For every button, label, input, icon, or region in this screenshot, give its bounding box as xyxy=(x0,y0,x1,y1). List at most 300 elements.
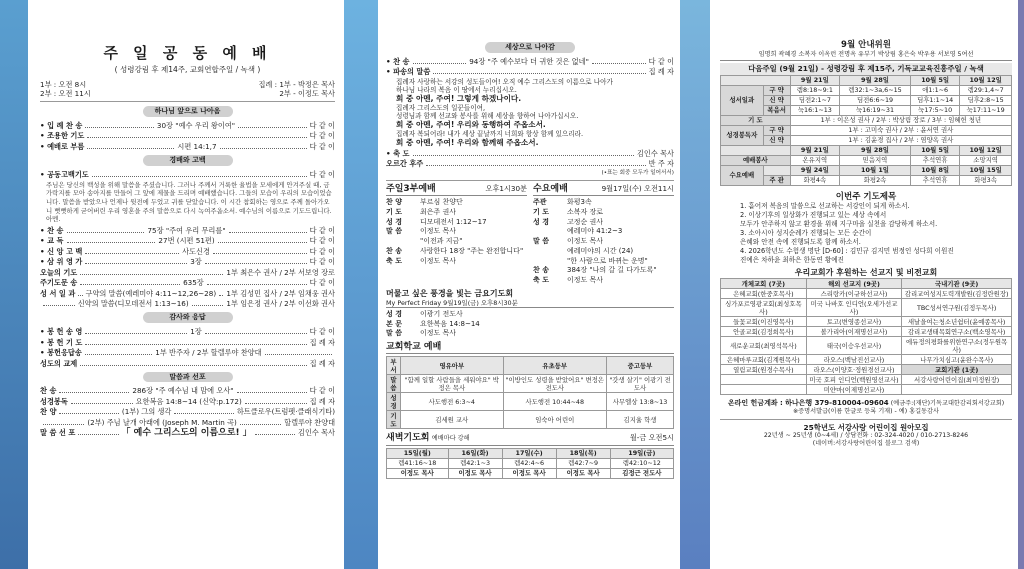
table-header: 10월 5일 xyxy=(911,75,960,85)
info-row xyxy=(533,237,674,246)
order-label: 주기도문 송 xyxy=(40,278,78,288)
dawn-table xyxy=(386,448,674,479)
info-key xyxy=(386,237,420,246)
info-row xyxy=(533,218,674,227)
table-cell: "이방인도 성령을 받았어요" 변정은 전도사 xyxy=(503,375,606,393)
table-row xyxy=(721,299,1012,317)
table-cell: 화평2속 xyxy=(840,175,911,185)
order-label: • 입 례 찬 송 xyxy=(40,120,83,130)
table-header: 10월 5일 xyxy=(911,145,960,155)
order-row xyxy=(40,142,335,151)
order-leader: 다 같 이 xyxy=(309,386,335,396)
table-cell: 렘42:7~9 xyxy=(556,458,610,468)
order-row xyxy=(40,226,335,235)
table-cell: 렘8:18~9:1 xyxy=(790,85,839,95)
info-row xyxy=(533,227,674,236)
order-row xyxy=(40,397,335,406)
divider xyxy=(386,180,674,181)
info-row xyxy=(386,247,527,256)
order-leader: 하트클로우(트럼펫·클래식기타) xyxy=(236,407,335,417)
info-value: 이정도 목사 xyxy=(567,237,604,246)
table-cell: 딤전6:6~19 xyxy=(840,95,911,105)
order-label: • 예배로 부름 xyxy=(40,141,85,151)
table-cell: 구 약 xyxy=(763,125,790,135)
table-header: 17일(수) xyxy=(502,448,556,458)
table-row xyxy=(721,365,1012,375)
order-label: • 찬 송 xyxy=(40,225,64,235)
order-row xyxy=(40,257,335,266)
kindergarten-info: 22년생 ~ 25년생 (0~4세) / 상담전화 : 02-324-4020 / 010-2713-8246 xyxy=(763,432,969,440)
leader-dots xyxy=(67,227,145,233)
next-sunday-title: 다음주일 (9월 21일) - 성령강림 후 제15주, 기독교교육진흥주일 / 녹색 xyxy=(720,63,1012,74)
info-key: 성 경 xyxy=(533,217,549,226)
page-title: 주 일 공 동 예 배 xyxy=(103,44,272,62)
order-row xyxy=(40,170,335,179)
order-leader: 다 같 이 xyxy=(309,327,335,337)
table-cell: 은혜교회(한중호목사) xyxy=(721,289,807,299)
friday-subtitle: My Perfect Friday 9월19일(금) 오후8시30분 xyxy=(386,299,674,308)
schedule-table xyxy=(720,75,1012,186)
left-side-band xyxy=(0,0,28,569)
prayer-item: 모두가 안주하지 않고 환경을 위해 지구마을 실천을 감당하게 하소서. xyxy=(740,220,938,229)
table-cell: 기도 xyxy=(387,411,401,429)
table-row xyxy=(387,393,674,411)
leader-dots xyxy=(218,237,307,243)
table-header: 10월 12일 xyxy=(960,75,1012,85)
table-cell: 토고(변영종선교사) xyxy=(806,317,902,327)
table-cell: 주 관 xyxy=(763,175,790,185)
info-key: 기 도 xyxy=(533,207,549,216)
friday-block xyxy=(386,289,674,338)
table-cell: 예배봉사 xyxy=(721,155,791,165)
order-content: 75장 "주여 우리 무리를" xyxy=(147,225,226,235)
leader-dots xyxy=(213,248,307,254)
order-label: 성 서 일 과 xyxy=(40,288,76,298)
table-row xyxy=(721,289,1012,299)
info-row xyxy=(386,310,674,319)
table-cell: 나무가치심고(윤완수목사) xyxy=(902,355,1012,365)
info-row xyxy=(386,218,527,227)
info-value: 부르심 찬양단 xyxy=(420,198,463,207)
table-row xyxy=(721,135,1012,145)
table-cell: 성서일과 xyxy=(721,85,764,115)
table-cell: 김세원 교사 xyxy=(401,411,503,429)
table-cell: 미얀마(이제명선교사) xyxy=(806,385,902,395)
table-header: 10월 12일 xyxy=(960,145,1012,155)
table-cell: 수요예배 xyxy=(721,165,764,185)
sending-line: 집례자 복되어라! 내가 세상 끝날까지 너희와 항상 함께 있으리라. xyxy=(396,129,584,138)
table-row xyxy=(721,375,1012,385)
standing-note: (•표는 회중 모두가 일어서서) xyxy=(601,169,674,176)
third-service-items xyxy=(386,198,527,265)
leader-dots xyxy=(192,300,224,306)
order-leader: 다 같 이 xyxy=(309,120,335,130)
leader-dots xyxy=(207,279,307,285)
order-row xyxy=(40,247,335,256)
table-header: 영유아부 xyxy=(401,357,503,375)
friday-title: 머물고 싶은 풍경을 빛는 금요기도회 xyxy=(386,288,514,298)
table-header: 10월 8일 xyxy=(911,165,960,175)
order-label: 오늘의 기도 xyxy=(40,267,78,277)
info-key: 기 도 xyxy=(386,207,402,216)
sermon-title: 「 예수 그리스도의 이름으로! 」 xyxy=(121,428,252,439)
approach-rows xyxy=(40,121,335,151)
info-value: 사랑한다 18장 "주는 완전합니다" xyxy=(420,246,524,255)
table-cell: 김지율 학생 xyxy=(607,411,674,429)
order-row xyxy=(40,348,335,357)
account-note: ※증명서발급(이름 한글로 등록 기재) - 예) 홍길동감사 xyxy=(792,408,939,416)
table-cell: 열림교회(원경수목사) xyxy=(721,365,807,375)
info-row xyxy=(533,257,674,266)
order-label: • 교 독 xyxy=(40,236,64,246)
leader-dots xyxy=(80,279,180,285)
leader-dots xyxy=(43,419,84,425)
leader-dots xyxy=(85,339,306,345)
table-cell: 렘42:10~12 xyxy=(610,458,673,468)
order-content: 1장 xyxy=(190,327,202,337)
time-1: 1부 : 오전 8시 xyxy=(40,80,87,90)
table-cell: 미국 나바호 인디언(오세가선교사) xyxy=(806,299,902,317)
order-leader: 집 례 자 xyxy=(309,337,335,347)
table-header: 9월 21일 xyxy=(790,145,839,155)
table-cell: 새로운교회(최영석목사) xyxy=(721,337,807,355)
prayer-item: 4. 2026학년도 수험생 명단 [D-60] : 김민규 김지민 범정인 성다희 이원진 xyxy=(740,246,954,255)
account-label: 온라인 헌금계좌 : xyxy=(727,399,783,408)
leader-dots xyxy=(80,269,223,275)
leader-dots xyxy=(59,387,129,393)
info-key: 찬 송 xyxy=(533,266,549,275)
worship-rows xyxy=(40,226,335,309)
order-row xyxy=(40,121,335,130)
info-key: 말 씀 xyxy=(533,237,549,246)
leader-dots xyxy=(85,328,187,334)
table-cell: 눅16:19~31 xyxy=(840,105,911,115)
info-row xyxy=(386,227,527,236)
order-content: 요한복음 14:8~14 (신약:p.172) xyxy=(135,396,242,406)
info-key xyxy=(533,257,567,266)
table-cell: 들꽃교회(이진영목사) xyxy=(721,317,807,327)
order-leader: 집 례 자 xyxy=(309,396,335,406)
info-key: 말 씀 xyxy=(386,227,402,236)
order-leader: 다 같 이 xyxy=(309,278,335,288)
table-cell: 화평4속 xyxy=(790,175,839,185)
sending-line: 회 중 아멘, 주여! 그렇게 하겠나이다. xyxy=(396,94,522,104)
table-header: 중고등부 xyxy=(607,357,674,375)
info-value: 예레미야의 시간 (24) xyxy=(567,246,634,255)
sermon-row xyxy=(40,428,335,439)
table-header: 국내기관 (9곳) xyxy=(902,279,1012,289)
table-cell: 안골교회(김정희목사) xyxy=(721,327,807,337)
order-row xyxy=(386,57,674,66)
church-school-title: 교회학교 예배 xyxy=(386,342,674,354)
closing-hymn-label: • 찬 송 xyxy=(386,56,410,66)
order-row xyxy=(40,278,335,287)
leader-dots xyxy=(43,300,75,306)
info-value: 요한복음 14:8~14 xyxy=(420,319,480,328)
table-cell: TBC성서연구원(김정두목사) xyxy=(902,299,1012,317)
table-cell: 복음서 xyxy=(763,105,790,115)
order-label: • 조용한 기도 xyxy=(40,131,85,141)
table-header: 9월 28일 xyxy=(840,75,911,85)
table-header: 18일(목) xyxy=(556,448,610,458)
church-school-block xyxy=(386,342,674,429)
leader-dots xyxy=(80,360,306,366)
order-leader: 1부 최은수 권사 / 2부 서보영 장로 xyxy=(226,267,335,277)
order-row xyxy=(40,418,335,427)
leader-dots xyxy=(219,290,223,296)
info-key xyxy=(533,247,567,256)
info-row xyxy=(386,320,674,329)
order-leader: 1부 김성민 집사 / 2부 임채웅 권사 xyxy=(226,288,335,298)
kindergarten-title: 25학년도 서강사랑 어린이집 원아모집 xyxy=(803,422,929,432)
table-cell: 태국(이승우선교사) xyxy=(806,337,902,355)
info-key: 성 경 xyxy=(386,309,402,318)
table-cell xyxy=(721,385,807,395)
table-cell: 소망지역 xyxy=(960,155,1012,165)
leader-dots xyxy=(85,248,179,254)
order-content: 30장 "예수 우리 왕이여" xyxy=(156,120,236,130)
info-value: 고정순 권사 xyxy=(567,217,604,226)
table-cell: 눅16:1~13 xyxy=(790,105,839,115)
wednesday-items xyxy=(533,198,674,285)
order-content: 27번 (시편 51편) xyxy=(158,236,215,246)
table-cell: 딤후1:1~14 xyxy=(911,95,960,105)
confession-text: 주님은 당신의 백성을 위해 말씀을 주셨습니다. 그러나 주께서 거룩한 율법을 모세에게 안겨주실 때, 금가락지를 모아 송아지를 만들어 그 앞에 제물을 드리며 예배했습니다. 그들의 모습이 우리의 모습이었습니다. 말씀을 받았으나 언제나 뒷전에 두었고 귀를 닫았습니다. 이 시간 참회하는 영으로 주께 돌아가오니 뻣뻣하게 굳어버린 우리 영혼을 주의 말씀으로 다시 녹여주옵소서. 예수님의 이름으로 기도드립니다. 아멘. xyxy=(46,180,332,224)
table-cell: 라오스(백남진선교사) xyxy=(806,355,902,365)
order-label: • 삼 위 영 가 xyxy=(40,257,83,267)
closing-hymn: 94장 "주 예수보다 더 귀한 것은 없네" xyxy=(469,56,589,66)
table-cell: 딤전2:1~7 xyxy=(790,95,839,105)
order-leader: 다 같 이 xyxy=(309,131,335,141)
sending-line: 하나님 나라의 복음 이 땅에서 누리십시오. xyxy=(396,85,517,94)
info-row xyxy=(386,208,527,217)
table-cell: 추석연휴 xyxy=(911,175,960,185)
table-row xyxy=(387,411,674,429)
sending-line: 성령님과 함께 선교와 봉사를 위해 세상을 향하여 나아가십시오. xyxy=(396,111,579,120)
table-cell: 믿음지역 xyxy=(840,155,911,165)
section-label-word: 말씀과 선포 xyxy=(143,372,233,383)
table-cell: 싱가포르영광교회(최성호목사) xyxy=(721,299,807,317)
prayer-list xyxy=(740,202,1012,264)
ushers-names: 임명희 곽혜경 소복자 이옥런 전명옥 유부기 박상림 홍은숙 박우용 서보영 5여선 xyxy=(720,51,1012,62)
leader-dots xyxy=(85,349,152,355)
confession-label: • 공동고백기도 xyxy=(40,169,89,179)
sermon-preacher: 김인수 목사 xyxy=(298,428,335,438)
info-value: 최은주 권사 xyxy=(420,207,457,216)
account-number: 하나은행 379-810004-09604 xyxy=(785,399,889,408)
table-header: 19일(금) xyxy=(610,448,673,458)
info-row xyxy=(386,237,527,246)
info-row xyxy=(533,247,674,256)
order-content: (1부) 그의 생각 xyxy=(121,407,172,417)
info-row xyxy=(386,257,527,266)
leader-dots xyxy=(265,349,332,355)
benediction-label: • 축 도 xyxy=(386,148,410,158)
order-content: 635장 xyxy=(183,278,204,288)
order-content: 시편 14:1,7 xyxy=(177,141,217,151)
info-key: 본 문 xyxy=(386,319,402,328)
table-cell: 사도행전 6:3~4 xyxy=(401,393,503,411)
info-row xyxy=(533,198,674,207)
table-row xyxy=(721,115,1012,125)
divider xyxy=(40,101,335,102)
church-school-table xyxy=(386,356,674,429)
leader-dots xyxy=(245,398,307,404)
sending-by: 집 례 자 xyxy=(648,67,674,77)
table-cell: 신 약 xyxy=(763,135,790,145)
closing-hymn-by: 다 같 이 xyxy=(648,56,674,66)
table-cell: 사무엘상 13:8~13 xyxy=(607,393,674,411)
officiant-1: 집례 : 1부 - 박정은 목사 xyxy=(258,80,335,90)
officiant-2: 2부 - 이정도 목사 xyxy=(279,89,335,99)
table-row xyxy=(721,327,1012,337)
friday-items xyxy=(386,310,674,338)
table-row xyxy=(721,317,1012,327)
info-key xyxy=(533,227,567,236)
word-rows xyxy=(40,386,335,427)
order-label: 성경봉독 xyxy=(40,396,68,406)
table-row xyxy=(721,85,1012,95)
leader-dots xyxy=(229,227,307,233)
info-value: 이정도 목사 xyxy=(420,329,457,338)
info-value: 이정도 목사 xyxy=(420,256,457,265)
table-cell: 감리교여성지도력개발원(김정란원장) xyxy=(902,289,1012,299)
order-label: • 봉 헌 송 영 xyxy=(40,327,83,337)
order-label: 성도의 교제 xyxy=(40,358,78,368)
info-key: 축 도 xyxy=(386,256,402,265)
order-label: • 신 앙 고 백 xyxy=(40,246,83,256)
table-header: 해외 선교지 (9곳) xyxy=(806,279,902,289)
table-cell: 이정도 목사 xyxy=(387,468,449,478)
account-owner: (예금주:(재단)기독교대한감리회서강교회) xyxy=(890,400,1005,408)
sending-and-services-column xyxy=(386,0,674,569)
postlude-label: 오르간 후주 xyxy=(386,159,424,169)
table-cell: 딤후2:8~15 xyxy=(960,95,1012,105)
divider xyxy=(720,419,1012,420)
sunday-service-column xyxy=(40,0,335,569)
table-cell: "갓생 살기" 이광기 전도사 xyxy=(607,375,674,393)
order-content: (2부) 주님 날개 아래에 (Joseph M. Martin 곡) xyxy=(87,417,237,427)
leader-dots xyxy=(67,237,156,243)
info-key: 찬 송 xyxy=(386,246,402,255)
order-row xyxy=(40,359,335,368)
table-cell: 온유지역 xyxy=(790,155,839,165)
order-leader: 다 같 이 xyxy=(309,141,335,151)
table-cell: 임숙아 어린이 xyxy=(503,411,606,429)
leader-dots xyxy=(174,408,234,414)
table-cell: 성경봉독자 xyxy=(721,125,764,145)
info-key: 말 씀 xyxy=(386,329,402,338)
table-header: 9월 24일 xyxy=(790,165,839,175)
table-header: 부서 xyxy=(387,357,401,375)
info-value: 소복자 장로 xyxy=(567,207,604,216)
kindergarten-blog: (네이버:서강사랑어린이집 블로그 검색) xyxy=(812,439,920,447)
table-row xyxy=(721,105,1012,115)
table-cell: 이정도 목사 xyxy=(448,468,502,478)
info-key: 찬 양 xyxy=(386,198,402,207)
prayer-item: 은혜와 안전 속에 진행되도록 함께 하소서. xyxy=(740,237,861,246)
leader-dots xyxy=(78,290,82,296)
postlude-by: 반 주 자 xyxy=(648,159,674,169)
order-content: 3장 xyxy=(190,257,202,267)
info-key: 주관 xyxy=(533,198,547,207)
table-cell xyxy=(902,385,1012,395)
table-cell: 렘41:16~18 xyxy=(387,458,449,468)
table-cell: 1부 : 김윤경 집사 / 2부 : 염양옥 권사 xyxy=(790,135,1011,145)
order-label: • 봉헌응답송 xyxy=(40,348,82,358)
info-value: 이광기 전도사 xyxy=(420,309,463,318)
table-header: 16일(화) xyxy=(448,448,502,458)
table-cell: 화평3속 xyxy=(960,175,1012,185)
announcements-column xyxy=(720,0,1012,569)
leader-dots xyxy=(85,258,187,264)
table-cell: 은혜마루교회(김계원목사) xyxy=(721,355,807,365)
section-label-approach: 하나님 앞으로 나아옴 xyxy=(143,106,233,117)
info-row xyxy=(533,266,674,275)
center-left-band xyxy=(344,0,378,569)
table-header: 15일(월) xyxy=(387,448,449,458)
table-header: 9월 28일 xyxy=(840,145,911,155)
table-row xyxy=(721,355,1012,365)
table-header: 9월 21일 xyxy=(790,75,839,85)
info-row xyxy=(533,208,674,217)
time-2: 2부 : 오전 11시 xyxy=(40,89,91,99)
confession-right: 다 같 이 xyxy=(309,169,335,179)
table-cell: 눅17:5~10 xyxy=(911,105,960,115)
leader-dots xyxy=(85,122,154,128)
order-row xyxy=(386,67,674,76)
order-content: 구약의 말씀(예레미야 4:11~12,26~28) xyxy=(85,288,217,298)
table-cell: 1부 : 이은성 권사 / 2부 : 박상림 장로 / 3부 : 임혜헌 청년 xyxy=(790,115,1011,125)
order-leader: 할렐루야 찬양대 xyxy=(284,417,335,427)
table-row xyxy=(721,165,1012,175)
leader-dots xyxy=(205,258,307,264)
table-cell: 구 약 xyxy=(763,85,790,95)
sermon-label: 말 씀 선 포 xyxy=(40,428,76,438)
table-header: 10월 1일 xyxy=(840,165,911,175)
order-row xyxy=(40,386,335,395)
prayer-item: 2. 이상기후의 일상화가 진행되고 있는 세상 속에서 xyxy=(740,211,887,220)
order-content: 신약의 말씀(디모데전서 1:13~16) xyxy=(77,299,189,309)
order-row xyxy=(40,289,335,298)
info-key: 축 도 xyxy=(533,276,549,285)
table-cell xyxy=(721,375,807,385)
leader-dots xyxy=(87,132,306,138)
info-value: 이정도 목사 xyxy=(567,276,604,285)
order-leader: 집 례 자 xyxy=(309,358,335,368)
center-right-band xyxy=(680,0,710,569)
info-key: 성 경 xyxy=(386,217,402,226)
page-subtitle: ( 성령강림 후 제14주, 교회연합주일 / 녹색 ) xyxy=(114,64,261,74)
ushers-title: 9월 안내위원 xyxy=(841,40,891,50)
table-cell: 미국 호피 인디언(백원영선교사) xyxy=(806,375,902,385)
table-cell: 기 도 xyxy=(721,115,791,125)
table-cell: 김정근 전도사 xyxy=(610,468,673,478)
table-cell: 교회기관 (1곳) xyxy=(902,365,1012,375)
info-value: "이전과 지금" xyxy=(420,237,463,246)
table-header: 개체교회 (7곳) xyxy=(721,279,807,289)
info-value: 384장 "나의 갈 길 다가도록" xyxy=(567,266,657,275)
order-row xyxy=(386,159,674,168)
info-value: "한 사람으로 바뀌는 운명" xyxy=(567,256,648,265)
prayer-item: 1. 흩어져 복음의 말씀으로 선교하는 서강인이 되게 하소서. xyxy=(740,202,910,211)
table-cell: 렘29:1,4~7 xyxy=(960,85,1012,95)
dawn-prayer-block xyxy=(386,433,674,478)
third-service-time: 오후1시30분 xyxy=(485,183,527,193)
table-cell: 1부 : 고미숙 권사 / 2부 : 윤서연 권사 xyxy=(790,125,1011,135)
sending-line: 회 중 아멘, 주여! 우리와 함께해 주옵소서. xyxy=(396,137,539,147)
table-header xyxy=(721,145,791,155)
